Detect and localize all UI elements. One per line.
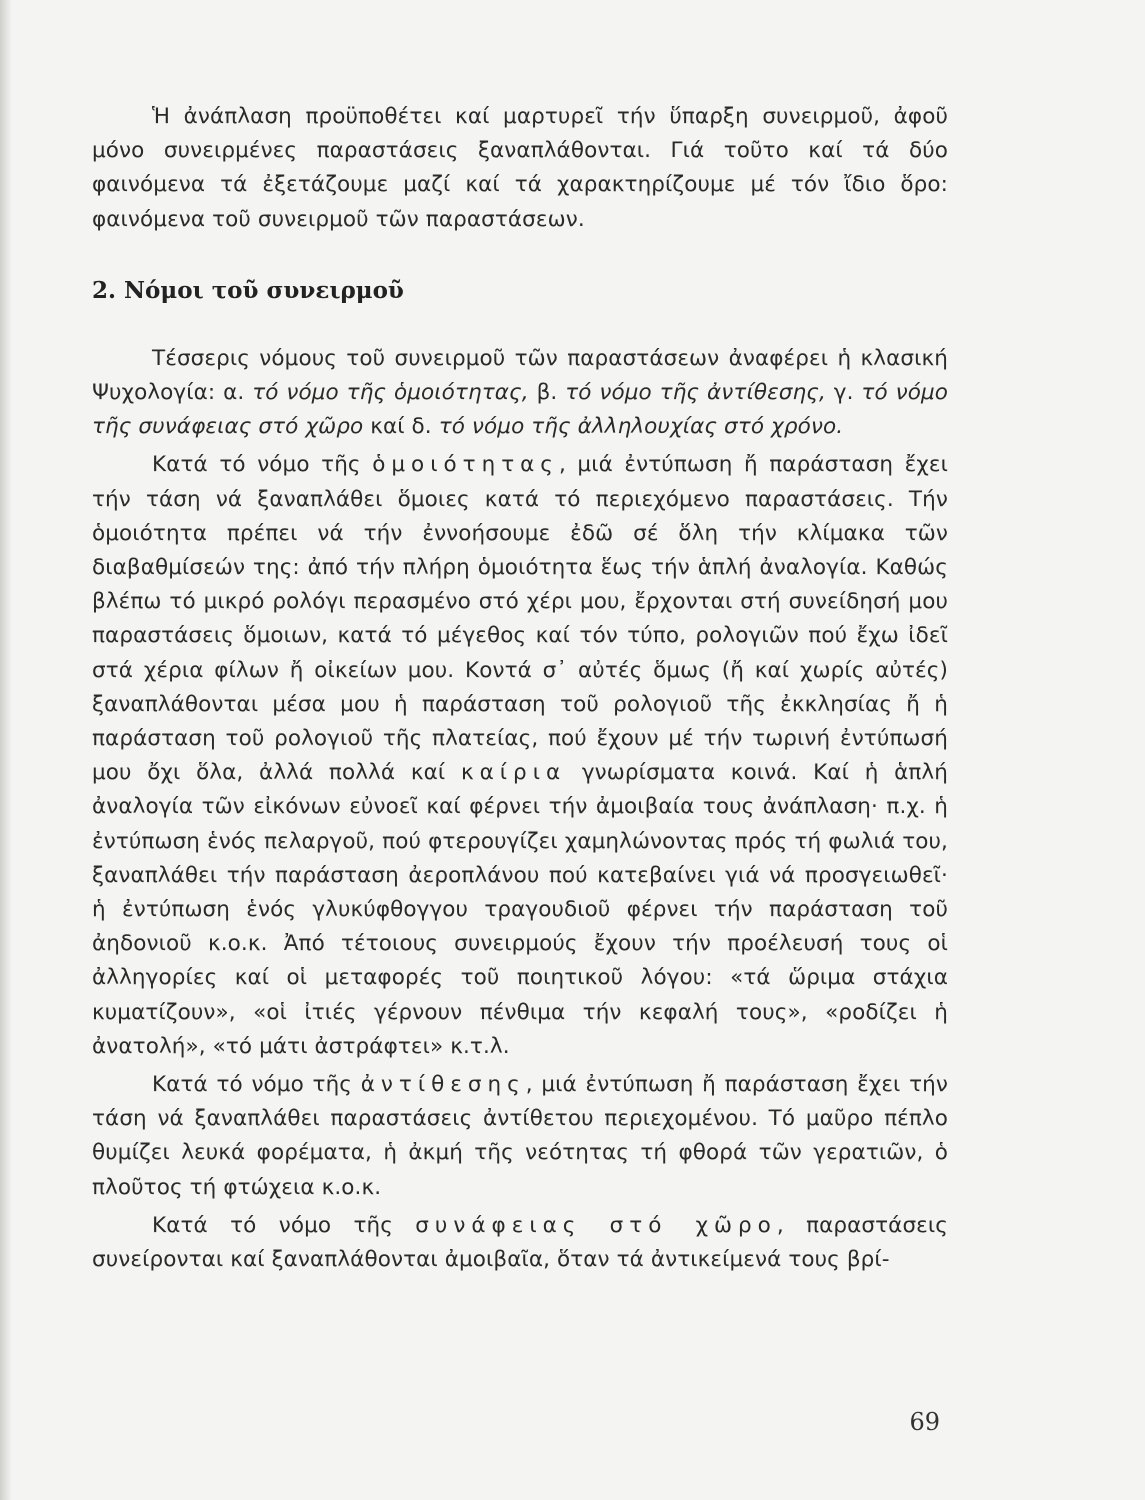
contrast-text: , μιά ἐντύπωση ἤ παράσταση ἔχει τήν τάση νά ξαναπλάθει παραστάσεις ἀντίθετου περιεχομένου. Τό μαῦρο πέπλο θυμίζει λευκά φορέματα, ἡ ἀκμή τῆς νεότητας τή φθορά τῶν γερατιῶν, ὁ πλοῦτος τή φτώχεια κ.ο.κ. (92, 1072, 948, 1200)
contrast-paragraph (92, 1068, 948, 1205)
contiguity-term: συνάφειας στό χῶρο (415, 1212, 777, 1238)
laws-intro-start: Τέσσερις νόμους τοῦ συνειρμοῦ τῶν παραστάσεων ἀναφέρει ἡ κλασική Ψυχολογία: α. (92, 345, 948, 406)
page-number: 69 (909, 1408, 940, 1436)
similarity-paragraph (92, 448, 948, 1064)
law-contiguity: τό νόμο τῆς συνάφειας στό χῶρο (92, 380, 948, 440)
intro-paragraph (92, 100, 948, 237)
similarity-text-1: , μιά ἐντύπωση ἤ παράσταση ἔχει τήν τάση νά ξαναπλάθει ὅμοιες κατά τό περιεχόμενο παραστάσεις. Τήν ὁμοιότητα πρέπει νά τήν ἐννοήσουμε ἐδῶ σέ ὅλη τήν κλίμακα τῶν διαβαθμίσεών της: ἀπό τήν πλήρη ὁμοιότητα ἕως τήν ἁπλή ἀναλογία. Καθώς βλέπω τό μικρό ρολόγι περασμένο στό χέρι μου, ἔρχονται στή συνείδησή μου παραστάσεις ὅμοιων, κατά τό μέγεθος καί τόν τύπο, ρολογιῶν πού ἔχω ἰδεῖ στά χέρια φίλων ἤ οἰκείων μου. Κοντά σ᾿ αὐτές ὅμως (ἤ καί χωρίς αὐτές) ξαναπλάθονται μέσα μου ἡ παράσταση τοῦ ρολογιοῦ τῆς ἐκκλησίας ἤ ἡ παράσταση τοῦ ρολογιοῦ τῆς πλατείας, πού ἔχουν μέ τήν τωρινή ἐντύπωσή μου ὄχι ὅλα, ἀλλά πολλά καί (92, 452, 948, 786)
page-body (92, 100, 948, 1277)
laws-sep-b: β. (528, 380, 566, 406)
similarity-text-2: γνωρίσματα κοινά. Καί ἡ ἁπλή ἀναλογία τῶν εἰκόνων εὐνοεῖ καί φέρνει τήν ἀμοιβαία τους ἀνάπλαση· π.χ. ἡ ἐντύπωση ἑνός πελαργοῦ, πού φτερουγίζει χαμηλώνοντας πρός τή φωλιά του, ξαναπλάθει τήν παράσταση ἀεροπλάνου πού κατεβαίνει γιά νά προσγειωθεῖ· ἡ ἐντύπωση ἑνός γλυκύφθογγου τραγουδιοῦ φέρνει τήν παράσταση τοῦ ἀηδονιοῦ κ.ο.κ. Ἀπό τέτοιους συνειρμούς ἔχουν τήν προέλευσή τους οἱ ἀλληγορίες καί οἱ μεταφορές τοῦ ποιητικοῦ λόγου: «τά ὥριμα στάχια κυματίζουν», «οἱ ἰτιές γέρνουν πένθιμα τήν κεφαλή τους», «ροδίζει ἡ ἀνατολή», «τό μάτι ἀστράφτει» κ.τ.λ. (92, 760, 948, 1059)
similarity-term-kairia: καίρια (460, 760, 567, 786)
similarity-term: ὁμοιότητας (372, 452, 559, 478)
contiguity-paragraph (92, 1209, 948, 1277)
intro-text: Ἡ ἀνάπλαση προϋποθέτει καί μαρτυρεῖ τήν ὕπαρξη συνειρμοῦ, ἀφοῦ μόνο συνειρμένες παραστάσεις ξαναπλάθονται. Γιά τοῦτο καί τά δύο φαινόμενα τά ἐξετάζουμε μαζί καί τά χαρακτηρίζουμε μέ τόν ἴδιο ὅρο: φαινόμενα τοῦ συνειρμοῦ τῶν παραστάσεων. (92, 104, 948, 232)
law-succession: τό νόμο τῆς ἀλληλουχίας στό χρόνο. (438, 414, 844, 440)
laws-intro-paragraph (92, 342, 948, 445)
similarity-lead: Κατά τό νόμο τῆς (152, 452, 373, 478)
law-similarity: τό νόμο τῆς ὁμοιότητας, (252, 380, 529, 406)
contrast-lead: Κατά τό νόμο τῆς (152, 1072, 361, 1098)
contiguity-lead: Κατά τό νόμο τῆς (152, 1212, 416, 1238)
contiguity-text: , παραστάσεις συνείρονται καί ξαναπλάθονται ἀμοιβαῖα, ὅταν τά ἀντικείμενά τους βρί- (92, 1212, 948, 1273)
section-heading: 2. Νόμοι τοῦ συνειρμοῦ (92, 276, 404, 304)
law-contrast: τό νόμο τῆς ἀντίθεσης, (565, 380, 826, 406)
laws-sep-c: γ. (825, 380, 862, 406)
laws-sep-d: καί δ. (363, 414, 439, 440)
contrast-term: ἀντίθεσης (360, 1072, 526, 1098)
page-edge-shadow (0, 0, 12, 1500)
